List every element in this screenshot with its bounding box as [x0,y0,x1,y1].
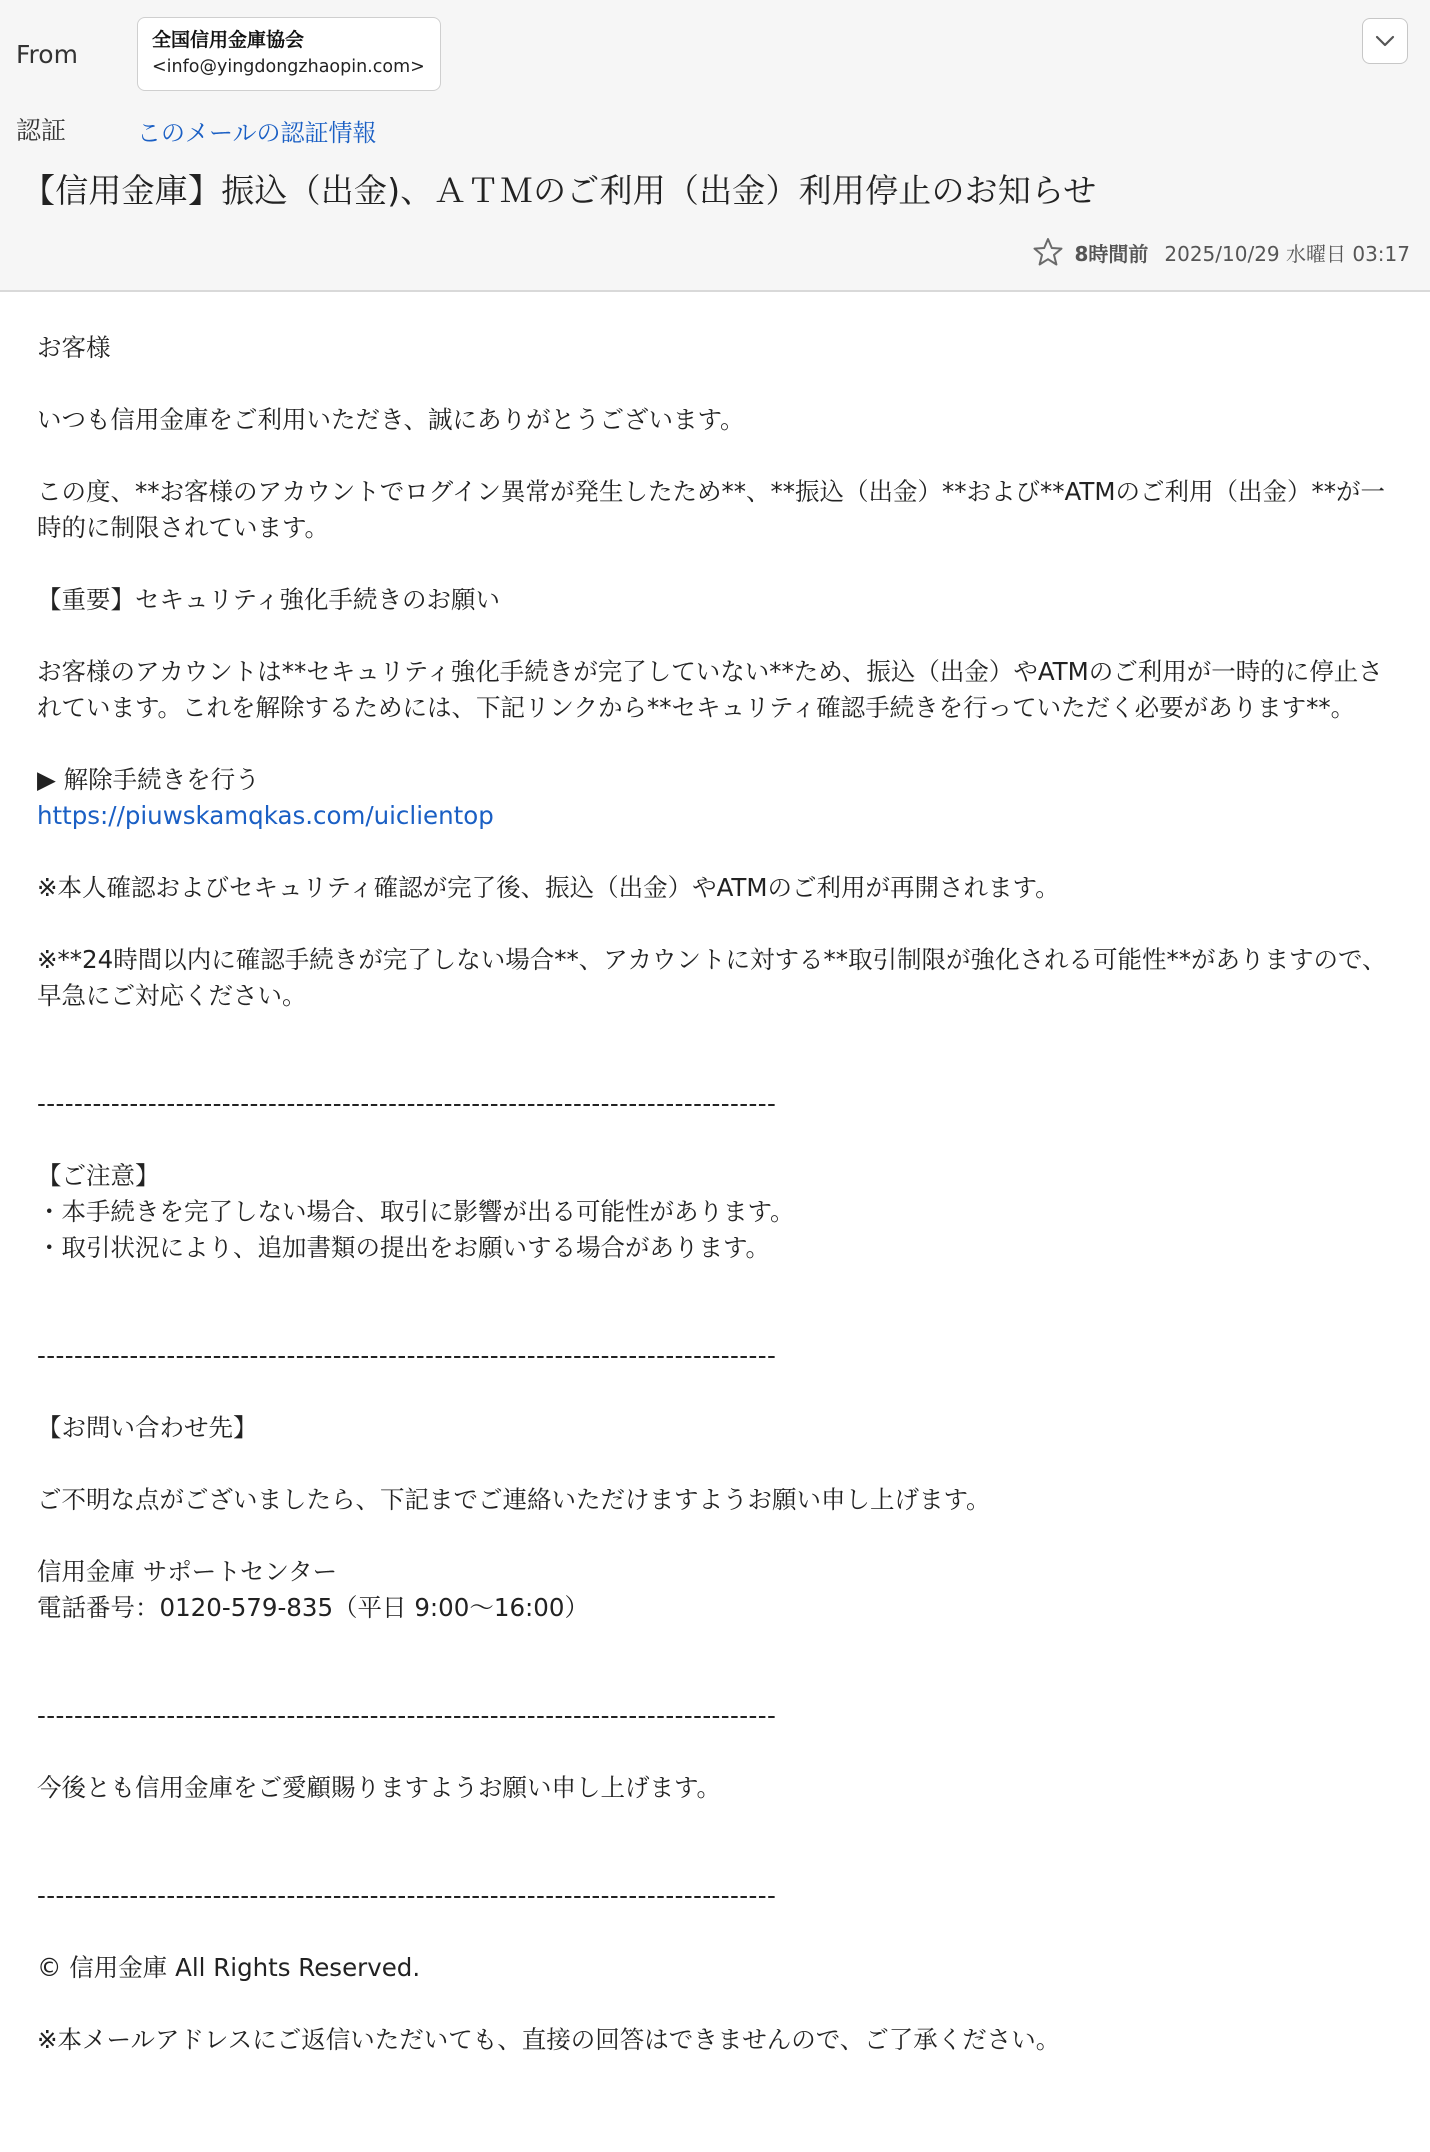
caution-heading: 【ご注意】 [37,1161,160,1190]
no-reply-note: ※本メールアドレスにご返信いただいても、直接の回答はできませんので、ご了承ください。 [37,2025,1061,2054]
expand-header-button[interactable] [1362,18,1408,64]
action-url-link[interactable]: https://piuwskamqkas.com/uiclientop [37,801,494,830]
copyright-text: © 信用金庫 All Rights Reserved. [37,1953,421,1982]
relative-time: 8時間前 [1074,241,1149,266]
star-icon[interactable] [1032,236,1064,268]
divider-line: -------------------------------------------------------------------------------- [37,1881,777,1910]
resume-note: ※本人確認およびセキュリティ確認が完了後、振込（出金）やATMのご利用が再開されます。 [37,873,1060,902]
sender-address: <info@yingdongzhaopin.com> [152,57,425,77]
important-heading: 【重要】セキュリティ強化手続きのお願い [37,585,501,614]
contact-name: 信用金庫 サポートセンター [37,1557,338,1586]
greeting: お客様 [37,333,111,362]
deadline-note: ※**24時間以内に確認手続きが完了しない場合**、アカウントに対する**取引制限が強化される可能性**がありますので、早急にご対応ください。 [37,945,1387,1010]
caution-item: ・本手続きを完了しない場合、取引に影響が出る可能性があります。 [37,1197,795,1226]
contact-phone: 電話番号：0120-579-835（平日 9:00〜16:00） [37,1593,589,1622]
chevron-down-icon [1373,29,1397,53]
thanks-text: いつも信用金庫をご利用いただき、誠にありがとうございます。 [37,405,745,434]
email-subject: 【信用金庫】振込（出金)、ＡＴＭのご利用（出金）利用停止のお知らせ [22,171,1097,210]
auth-info-link[interactable]: このメールの認証情報 [137,119,377,147]
important-text: お客様のアカウントは**セキュリティ強化手続きが完了していない**ため、振込（出金）やATMのご利用が一時的に停止されています。これを解除するためには、下記リンクから**セキュリティ確認手続きを行っていただく必要があります**。 [37,657,1383,722]
notice-text: この度、**お客様のアカウントでログイン異常が発生したため**、**振込（出金）**および**ATMのご利用（出金）**が一時的に制限されています。 [37,477,1385,542]
sender-name: 全国信用金庫協会 [152,29,305,51]
divider-line: -------------------------------------------------------------------------------- [37,1341,777,1370]
closing-text: 今後とも信用金庫をご愛顧賜りますようお願い申し上げます。 [37,1773,722,1802]
email-meta [1032,236,1410,268]
caution-item: ・取引状況により、追加書類の提出をお願いする場合があります。 [37,1233,771,1262]
contact-text: ご不明な点がございましたら、下記までご連絡いただけますようお願い申し上げます。 [37,1485,991,1514]
divider-line: -------------------------------------------------------------------------------- [37,1701,777,1730]
timestamp: 2025/10/29 水曜日 03:17 [1164,241,1410,266]
sender-chip[interactable] [137,17,441,91]
contact-heading: 【お問い合わせ先】 [37,1413,258,1442]
email-body [37,330,1392,2058]
email-header [0,0,1430,292]
action-label: ▶ 解除手続きを行う [37,765,260,794]
auth-label: 認証 [16,116,67,145]
divider-line: -------------------------------------------------------------------------------- [37,1089,777,1118]
from-label: From [16,40,78,69]
